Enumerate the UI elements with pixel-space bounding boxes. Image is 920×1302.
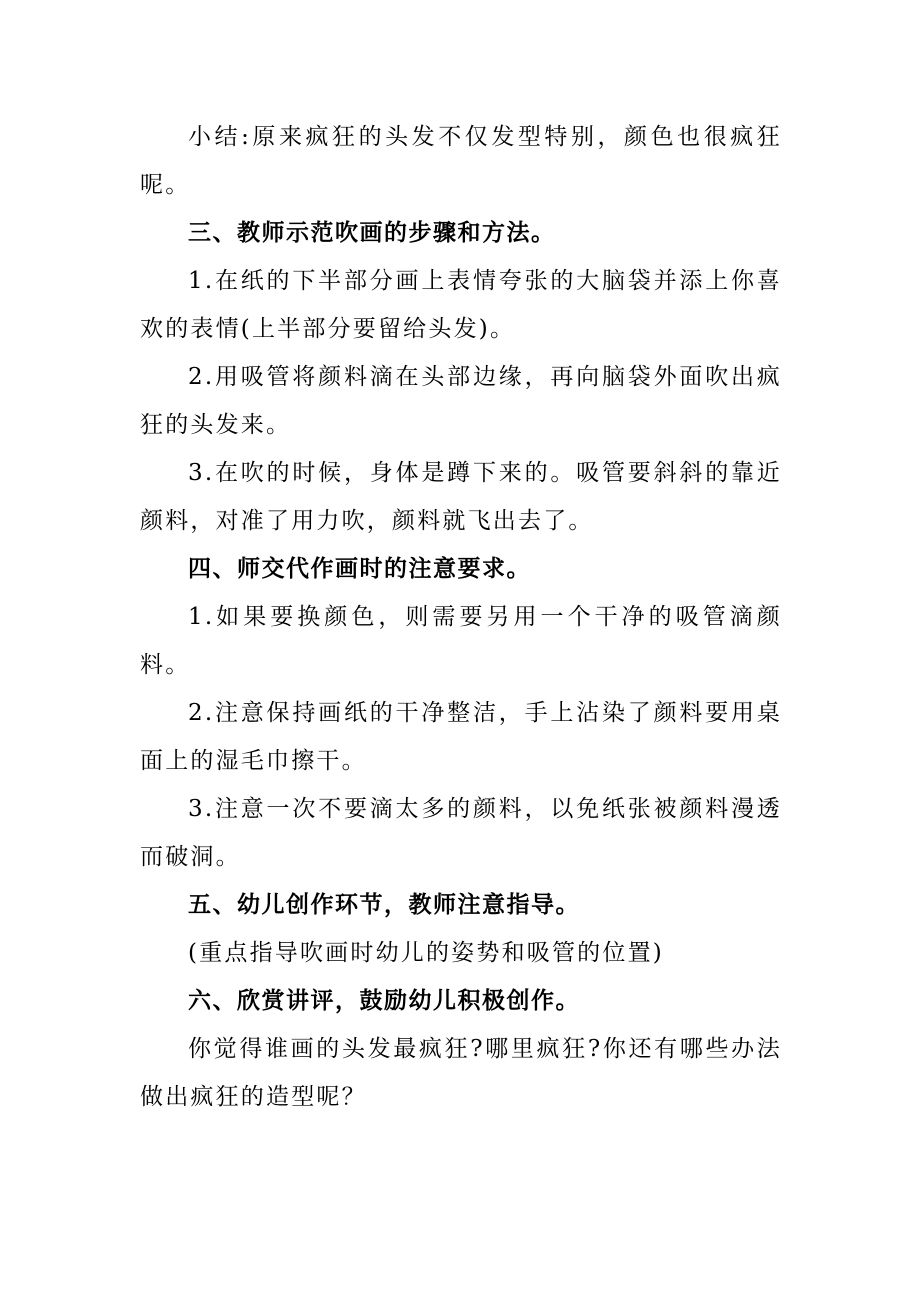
closing-question-paragraph: 你觉得谁画的头发最疯狂?哪里疯狂?你还有哪些办法做出疯狂的造型呢？ — [140, 1036, 782, 1110]
step-2-paragraph: 2.用吸管将颜料滴在头部边缘，再向脑袋外面吹出疯狂的头发来。 — [140, 364, 782, 438]
summary-paragraph: 小结:原来疯狂的头发不仅发型特别，颜色也很疯狂呢。 — [140, 124, 782, 198]
step-3-paragraph: 3.在吹的时候，身体是蹲下来的。吸管要斜斜的靠近颜料，对准了用力吹，颜料就飞出去了。 — [140, 460, 782, 534]
document-body — [140, 113, 782, 1121]
requirement-1-paragraph: 1.如果要换颜色，则需要另用一个干净的吸管滴颜料。 — [140, 604, 782, 678]
guidance-note-paragraph: (重点指导吹画时幼儿的姿势和吸管的位置) — [188, 940, 664, 966]
requirement-2-paragraph: 2.注意保持画纸的干净整洁，手上沾染了颜料要用桌面上的湿毛巾擦干。 — [140, 700, 782, 774]
section-heading-5: 五、幼儿创作环节，教师注意指导。 — [188, 892, 580, 918]
section-heading-6: 六、欣赏讲评，鼓励幼儿积极创作。 — [188, 988, 580, 1014]
step-1-paragraph: 1.在纸的下半部分画上表情夸张的大脑袋并添上你喜欢的表情(上半部分要留给头发)。 — [140, 268, 782, 342]
section-heading-4: 四、师交代作画时的注意要求。 — [188, 556, 531, 582]
section-heading-3: 三、教师示范吹画的步骤和方法。 — [188, 220, 556, 246]
requirement-3-paragraph: 3.注意一次不要滴太多的颜料，以免纸张被颜料漫透而破洞。 — [140, 796, 782, 870]
